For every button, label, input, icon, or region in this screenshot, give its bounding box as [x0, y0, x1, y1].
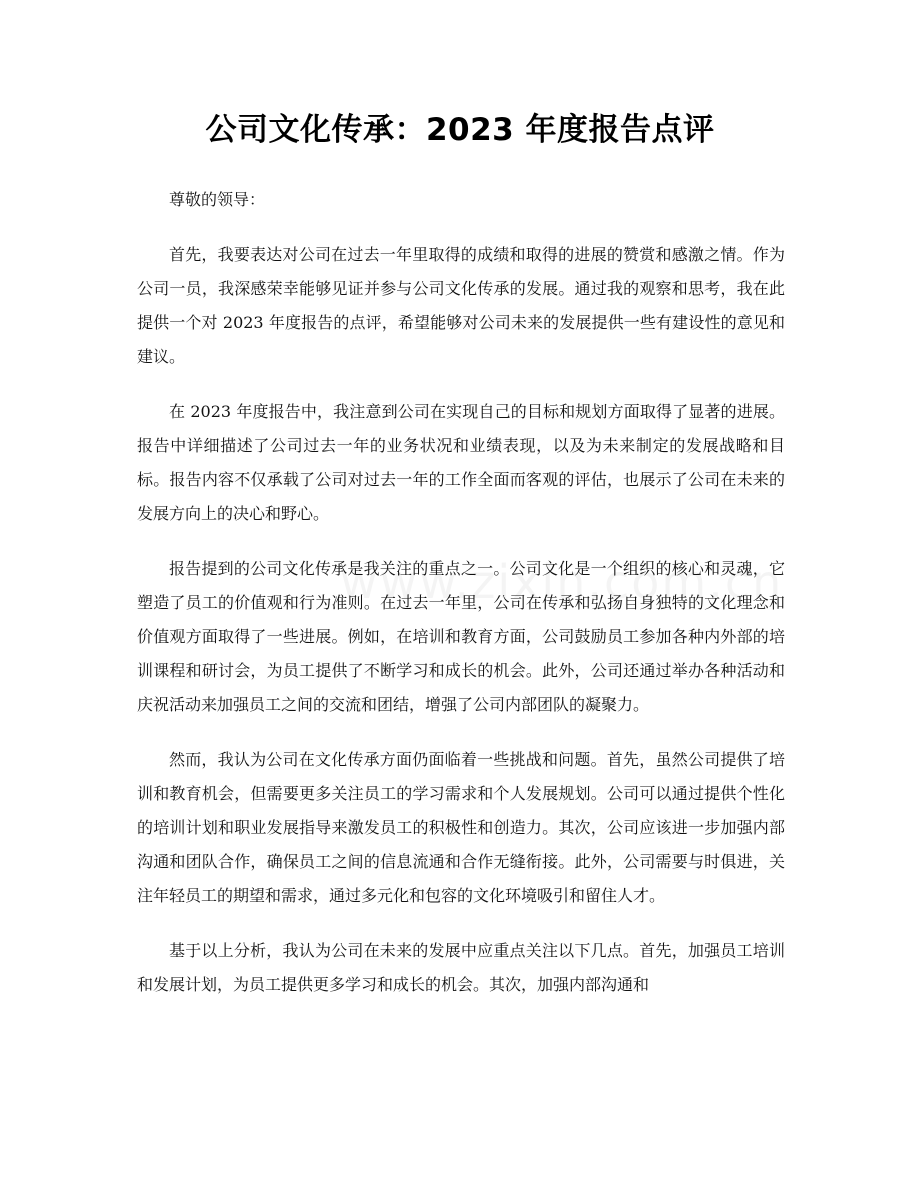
document-body	[137, 183, 785, 1023]
paragraph-5: 基于以上分析，我认为公司在未来的发展中应重点关注以下几点。首先，加强员工培训和发展计划，为员工提供更多学习和成长的机会。其次，加强内部沟通和	[137, 941, 785, 994]
greeting: 尊敬的领导：	[169, 190, 266, 209]
paragraph-3: 报告提到的公司文化传承是我关注的重点之一。公司文化是一个组织的核心和灵魂，它塑造了员工的价值观和行为准则。在过去一年里，公司在传承和弘扬自身独特的文化理念和价值观方面取得了一些进展。例如，在培训和教育方面，公司鼓励员工参加各种内外部的培训课程和研讨会，为员工提供了不断学习和成长的机会。此外，公司还通过举办各种活动和庆祝活动来加强员工之间的交流和团结，增强了公司内部团队的凝聚力。	[137, 559, 785, 714]
paragraph-4: 然而，我认为公司在文化传承方面仍面临着一些挑战和问题。首先，虽然公司提供了培训和教育机会，但需要更多关注员工的学习需求和个人发展规划。公司可以通过提供个性化的培训计划和职业发展指导来激发员工的积极性和创造力。其次，公司应该进一步加强内部沟通和团队合作，确保员工之间的信息流通和合作无缝衔接。此外，公司需要与时俱进，关注年轻员工的期望和需求，通过多元化和包容的文化环境吸引和留住人才。	[137, 750, 785, 905]
paragraph-2: 在 2023 年度报告中，我注意到公司在实现自己的目标和规划方面取得了显著的进展。报告中详细描述了公司过去一年的业务状况和业绩表现，以及为未来制定的发展战略和目标。报告内容不仅承载了公司对过去一年的工作全面而客观的评估，也展示了公司在未来的发展方向上的决心和野心。	[137, 402, 785, 523]
document-title: 公司文化传承：2023 年度报告点评	[205, 112, 715, 148]
paragraph-1: 首先，我要表达对公司在过去一年里取得的成绩和取得的进展的赞赏和感激之情。作为公司一员，我深感荣幸能够见证并参与公司文化传承的发展。通过我的观察和思考，我在此提供一个对 2023 年度报告的点评，希望能够对公司未来的发展提供一些有建设性的意见和建议。	[137, 245, 785, 366]
